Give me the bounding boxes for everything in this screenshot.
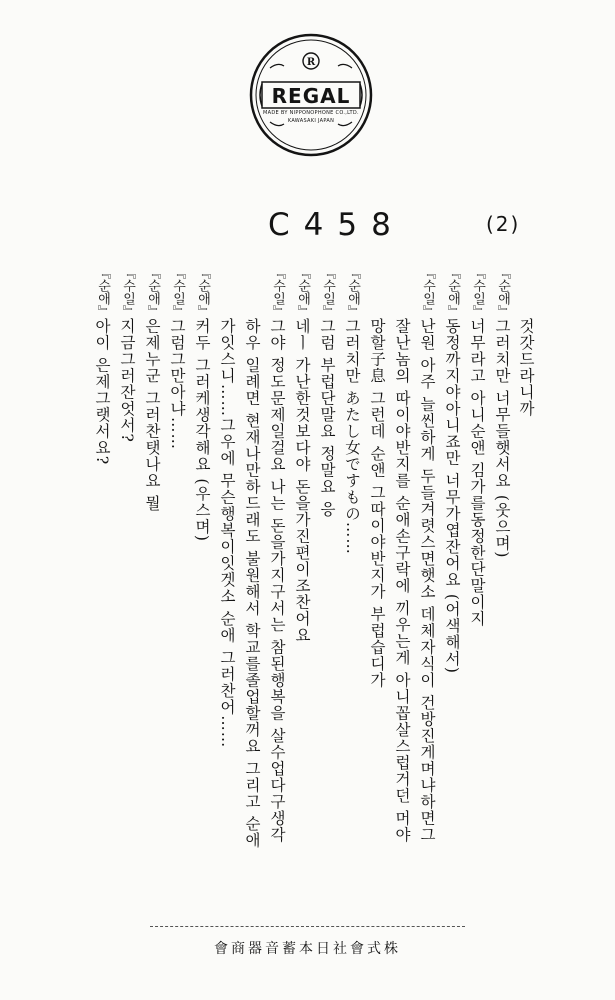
page-number: (2) — [486, 212, 521, 236]
line-text: 은제누군 그러찬탯나요 뭘 — [143, 318, 161, 512]
script-line — [142, 266, 162, 511]
script-line — [417, 266, 437, 843]
script-line — [292, 266, 312, 643]
speaker-tag: 『순애』 — [195, 266, 210, 318]
line-text: 가잇스니……그우에 무슨행복이잇겟소 순애 그러찬어…… — [218, 318, 236, 749]
line-text: 그야 정도문제일걸요 나는 돈을가지구서는 참된행복을 살수업다구생각 — [268, 318, 286, 843]
script-line — [392, 318, 412, 843]
line-text: 그러치만 あたし女ですもの…… — [343, 318, 361, 555]
speaker-tag: 『수일』 — [270, 266, 285, 318]
script-line — [117, 266, 137, 443]
line-text: 네ㅣ 가난한것보다야 돈을가진편이조찬어요 — [293, 318, 311, 644]
speaker-tag: 『수일』 — [120, 266, 135, 318]
line-text: 지금그러잔엇서? — [118, 318, 136, 443]
speaker-tag: 『수일』 — [470, 266, 485, 318]
speaker-tag: 『순애』 — [145, 266, 160, 318]
script-line — [242, 318, 262, 849]
script-line — [167, 266, 187, 450]
speaker-tag: 『순애』 — [95, 266, 110, 318]
script-line — [492, 266, 512, 558]
script-line — [267, 266, 287, 843]
script-line — [442, 266, 462, 674]
speaker-tag: 『순애』 — [445, 266, 460, 318]
script-line — [367, 318, 387, 688]
speaker-tag: 『수일』 — [320, 266, 335, 318]
logo-brand: REGAL — [271, 84, 351, 108]
script-line — [92, 266, 112, 465]
script-line — [342, 266, 362, 555]
script-line — [192, 266, 212, 542]
line-text: 커두 그러케생각해요 (우스며) — [193, 318, 211, 542]
line-text: 잘난놈의 따이야반지를 순애손구락에 끼우는게 아니꼽살스럽거던 머야 — [393, 318, 411, 843]
line-text: 난원 아주 늘씬하게 두들겨렷스면햇소 데체자식이 건방진게며냐하면그 — [418, 318, 436, 843]
line-text: 너무라고 아니순앤 김가를동정한단말이지 — [468, 318, 486, 627]
line-text: 하우 일례면 현재나만하드래도 불원해서 학교를졸업할꺼요 그리고 순애 — [243, 318, 261, 849]
publisher-footer: 會商器音蓄本日社會式株 — [214, 941, 401, 957]
speaker-tag: 『순애』 — [345, 266, 360, 318]
logo-subtitle-bottom: KAWASAKI JAPAN — [287, 118, 335, 124]
script-line — [516, 318, 536, 417]
speaker-tag: 『수일』 — [420, 266, 435, 318]
line-text: 망할子息 그런데 순앤 그따이야반지가 부럽습디가 — [368, 318, 386, 689]
footer-divider — [150, 926, 465, 927]
svg-text:R: R — [306, 57, 316, 68]
speaker-tag: 『순애』 — [295, 266, 310, 318]
speaker-tag: 『수일』 — [170, 266, 185, 318]
line-text: 그럼그만아냐…… — [168, 318, 186, 450]
speaker-tag: 『순애』 — [495, 266, 510, 318]
line-text: 그러치만 너무들햇서요 (웃으며) — [493, 318, 511, 559]
script-line — [217, 318, 237, 748]
line-text: 동정까지야아니죠만 너무가엽잔어요 (어색해서) — [443, 318, 461, 674]
regal-logo — [248, 32, 374, 158]
logo-subtitle-top: MADE BY NIPPONOPHONE CO.,LTD. — [263, 110, 359, 116]
catalog-number: C458 — [268, 207, 405, 243]
script-line — [467, 266, 487, 627]
line-text: 아이 은제그랫서요? — [93, 318, 111, 466]
script-line — [317, 266, 337, 517]
line-text: 것갓드라니까 — [517, 318, 535, 417]
line-text: 그럼 부럽단말요 정말요 응 — [318, 318, 336, 518]
